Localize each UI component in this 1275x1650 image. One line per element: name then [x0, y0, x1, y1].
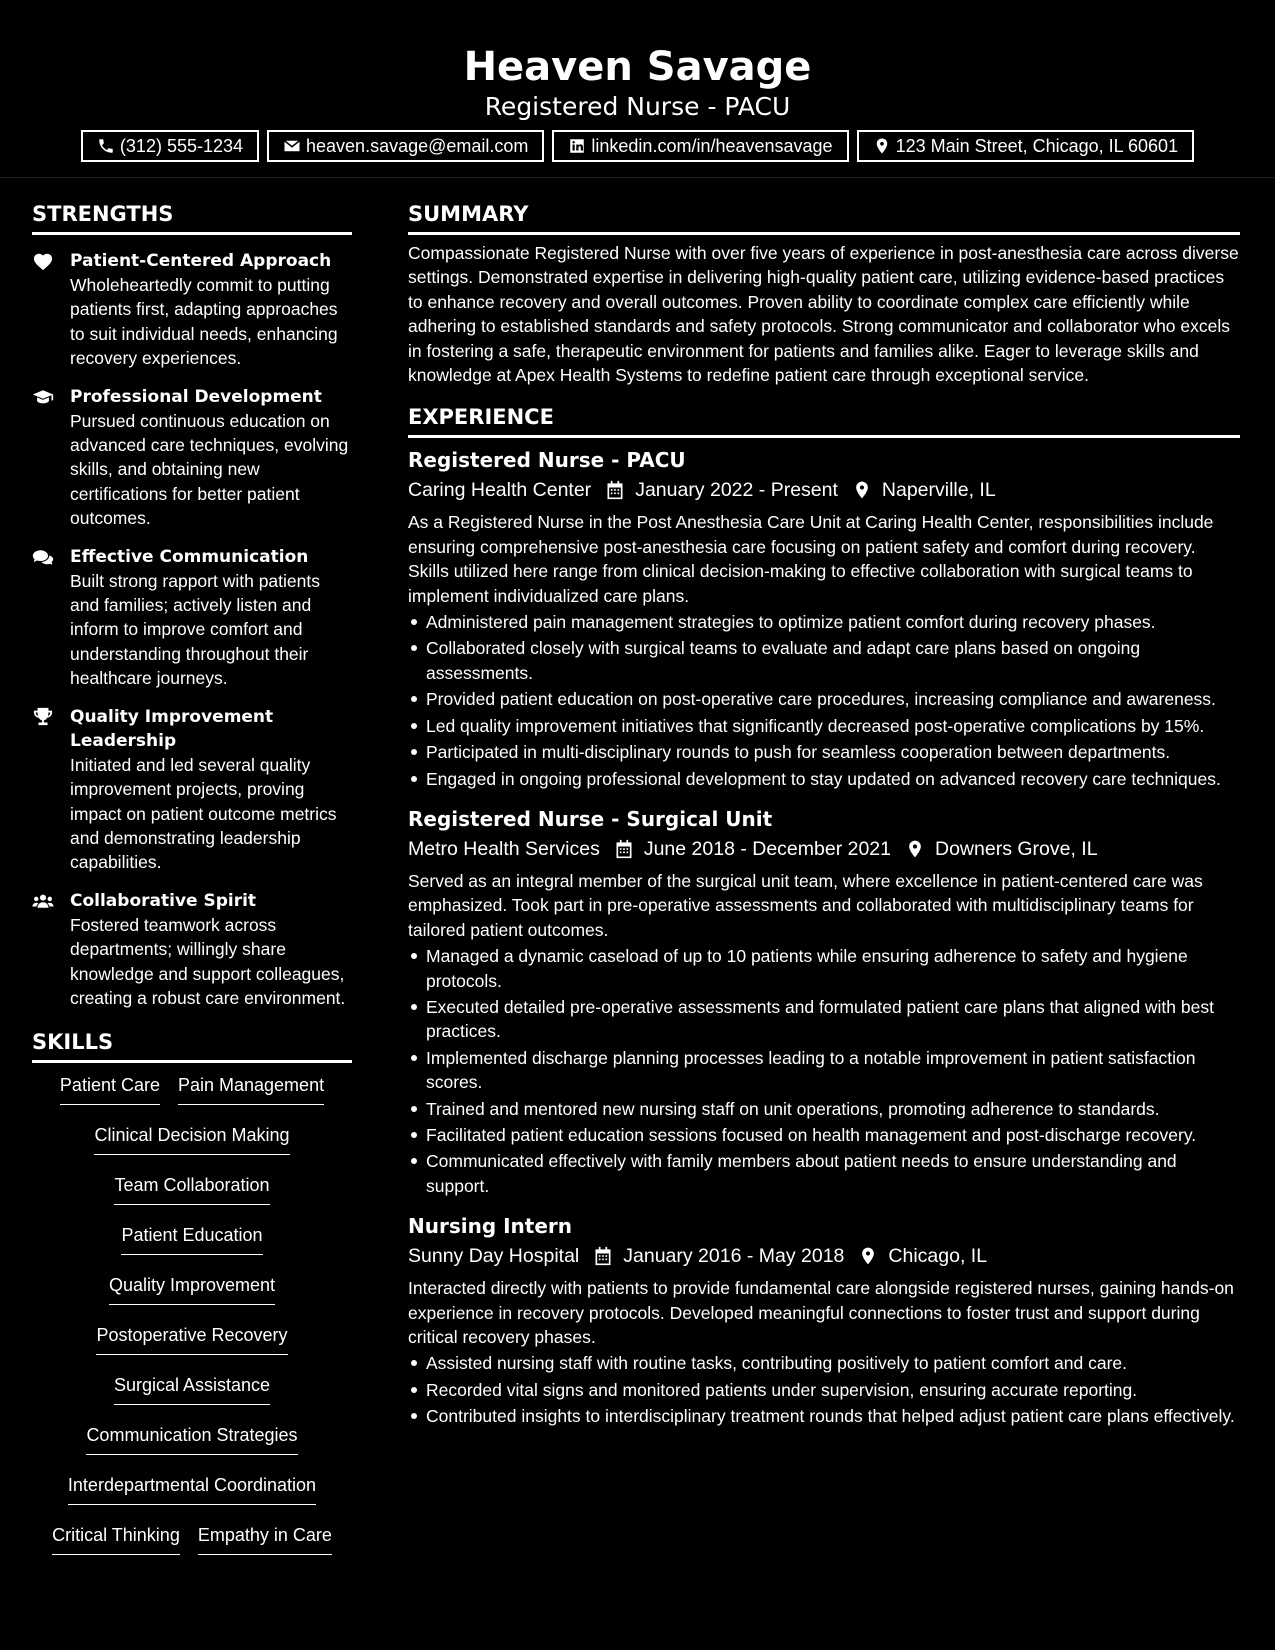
skill-tag: Surgical Assistance — [114, 1373, 270, 1405]
contact-email[interactable] — [267, 130, 544, 162]
job-dates: January 2016 - May 2018 — [623, 1245, 845, 1268]
contact-email-text: heaven.savage@email.com — [306, 135, 529, 156]
strength-description: Initiated and led several quality improvement projects, proving impact on patient outcome metrics and demonstrating leadership capabilities. — [70, 754, 337, 873]
contact-phone[interactable] — [81, 130, 259, 162]
job-meta — [408, 835, 1240, 863]
skill-tag: Postoperative Recovery — [96, 1323, 287, 1355]
job-company: Metro Health Services — [408, 837, 600, 860]
skills-heading: SKILLS — [32, 1028, 352, 1063]
job-bullet: Collaborated closely with surgical teams to evaluate and adapt care plans based on ongoing assessments. — [408, 636, 1240, 685]
strength-title: Professional Development — [70, 386, 322, 407]
envelope-icon — [283, 137, 301, 155]
job-bullet: Contributed insights to interdisciplinary treatment rounds that helped adjust patient care plans effectively. — [408, 1404, 1240, 1428]
candidate-name: Heaven Savage — [463, 44, 812, 90]
left-column — [32, 178, 352, 1555]
phone-icon — [97, 137, 115, 155]
strength-item — [32, 545, 352, 691]
strengths-heading: STRENGTHS — [32, 200, 352, 235]
map-pin-icon — [852, 480, 872, 500]
job-bullet: Executed detailed pre-operative assessments and formulated patient care plans that aligned with best practices. — [408, 995, 1240, 1044]
contact-address[interactable] — [857, 130, 1195, 162]
job-meta — [408, 476, 1240, 504]
job-title: Registered Nurse - PACU — [408, 448, 686, 473]
summary-heading: SUMMARY — [408, 200, 1240, 235]
contact-phone-text: (312) 555-1234 — [119, 135, 244, 156]
strength-title: Effective Communication — [70, 546, 309, 567]
job-company: Sunny Day Hospital — [408, 1245, 580, 1268]
strength-item — [32, 385, 352, 531]
skill-tag: Critical Thinking — [52, 1523, 180, 1555]
strength-description: Wholeheartedly commit to putting patients first, adapting approaches to suit individual needs, enhancing recovery experiences. — [70, 275, 338, 369]
strength-title: Patient-Centered Approach — [70, 251, 332, 271]
strength-item — [32, 705, 352, 875]
skill-tag: Clinical Decision Making — [94, 1123, 289, 1155]
strength-item — [32, 889, 352, 1011]
skill-tag: Communication Strategies — [86, 1423, 297, 1455]
job-bullet: Participated in multi-disciplinary rounds to push for seamless cooperation between departments. — [408, 740, 1240, 764]
job-location: Chicago, IL — [888, 1245, 988, 1268]
calendar-icon — [605, 480, 625, 500]
right-column — [408, 178, 1240, 1431]
linkedin-icon — [568, 137, 586, 155]
job-bullet: Trained and mentored new nursing staff on unit operations, promoting adherence to standards. — [408, 1097, 1240, 1121]
strength-description: Fostered teamwork across departments; willingly share knowledge and support colleagues, creating a robust care environment. — [70, 914, 346, 1008]
job-description: As a Registered Nurse in the Post Anesthesia Care Unit at Caring Health Center, responsibilities include ensuring comprehensive post-anesthesia care focusing on patient safety and comfort during recovery. Skills utilized here range from clinical decision-making to effective collaboration with surgical teams to implement individualized care plans. — [408, 512, 1214, 606]
job-bullet: Provided patient education on post-operative care procedures, increasing compliance and awareness. — [408, 687, 1240, 711]
job-description: Served as an integral member of the surgical unit team, where excellence in patient-centered care was emphasized. Took part in pre-operative assessments and collaborated with multidisciplinary teams for tailored patient outcomes. — [408, 870, 1203, 940]
job-title: Registered Nurse - Surgical Unit — [408, 806, 773, 831]
strength-description: Built strong rapport with patients and families; actively listen and inform to improve comfort and understanding throughout their healthcare journeys. — [70, 570, 320, 689]
strength-title: Quality Improvement Leadership — [70, 706, 274, 751]
job-dates: January 2022 - Present — [635, 479, 838, 502]
skill-tag: Patient Care — [60, 1073, 160, 1105]
job-company: Caring Health Center — [408, 479, 592, 502]
strength-item — [32, 249, 352, 371]
map-pin-icon — [873, 137, 891, 155]
job-bullet: Implemented discharge planning processes leading to a notable improvement in patient satisfaction scores. — [408, 1046, 1240, 1095]
chat-bubbles-icon — [32, 547, 54, 567]
job-bullet: Communicated effectively with family members about patient needs to ensure understanding and support. — [408, 1149, 1240, 1198]
strength-description: Pursued continuous education on advanced care techniques, evolving skills, and obtaining new certifications for better patient outcomes. — [70, 410, 349, 529]
skill-tag: Quality Improvement — [109, 1273, 275, 1305]
job-dates: June 2018 - December 2021 — [643, 837, 891, 860]
job-description: Interacted directly with patients to provide fundamental care alongside registered nurses, gaining hands-on experience in recovery protocols. Developed meaningful connections to foster trust and support during critical recovery phases. — [408, 1278, 1234, 1347]
resume-header — [0, 0, 1275, 178]
contact-linkedin[interactable] — [552, 130, 848, 162]
contact-address-text: 123 Main Street, Chicago, IL 60601 — [895, 135, 1179, 156]
job-bullets — [408, 1351, 1240, 1428]
job-bullets — [408, 944, 1240, 1198]
trophy-icon — [32, 707, 54, 727]
skill-tag: Interdepartmental Coordination — [68, 1473, 316, 1505]
candidate-title: Registered Nurse - PACU — [484, 92, 791, 121]
job-location: Naperville, IL — [881, 479, 996, 502]
job-location: Downers Grove, IL — [935, 837, 1098, 860]
summary-text: Compassionate Registered Nurse with over five years of experience in post-anesthesia care across diverse settings. Demonstrated expertise in delivering high-quality patient care, utilizing evidence-based practices to enhance recovery and overall outcomes. Proven ability to coordinate complex care efficiently while adhering to established standards and safety protocols. Strong communicator and collaborator who excels in fostering a safe, therapeutic environment for patients and families alike. Eager to leverage skills and knowledge at Apex Health Systems to redefine patient care through exceptional service. — [408, 243, 1239, 386]
skill-tag: Pain Management — [178, 1073, 324, 1105]
skill-tag: Team Collaboration — [114, 1173, 269, 1205]
skill-tag: Patient Education — [121, 1223, 262, 1255]
strength-title: Collaborative Spirit — [70, 890, 257, 911]
skill-tag: Empathy in Care — [198, 1523, 332, 1555]
job-entry — [408, 446, 1240, 790]
job-meta — [408, 1242, 1240, 1270]
job-bullet: Managed a dynamic caseload of up to 10 patients while ensuring adherence to safety and hygiene protocols. — [408, 944, 1240, 993]
job-entry — [408, 1212, 1240, 1428]
job-bullet: Led quality improvement initiatives that significantly decreased post-operative complications by 15%. — [408, 714, 1240, 738]
job-bullet: Administered pain management strategies to optimize patient comfort during recovery phases. — [408, 610, 1240, 634]
job-bullet: Recorded vital signs and monitored patients under supervision, ensuring accurate reporting. — [408, 1378, 1240, 1402]
job-bullets — [408, 610, 1240, 791]
graduation-cap-icon — [32, 387, 54, 407]
calendar-icon — [614, 839, 634, 859]
map-pin-icon — [858, 1246, 878, 1266]
skills-list — [32, 1073, 352, 1555]
heart-icon — [32, 251, 54, 271]
contact-linkedin-text: linkedin.com/in/heavensavage — [591, 135, 833, 156]
job-bullet: Assisted nursing staff with routine tasks, contributing positively to patient comfort and care. — [408, 1351, 1240, 1375]
calendar-icon — [593, 1246, 613, 1266]
job-bullet: Engaged in ongoing professional development to stay updated on advanced recovery care techniques. — [408, 767, 1240, 791]
job-title: Nursing Intern — [408, 1214, 573, 1239]
job-bullet: Facilitated patient education sessions focused on health management and post-discharge recovery. — [408, 1123, 1240, 1147]
job-entry — [408, 805, 1240, 1198]
users-icon — [32, 891, 54, 911]
map-pin-icon — [905, 839, 925, 859]
contact-bar — [0, 130, 1275, 162]
experience-heading: EXPERIENCE — [408, 403, 1240, 438]
